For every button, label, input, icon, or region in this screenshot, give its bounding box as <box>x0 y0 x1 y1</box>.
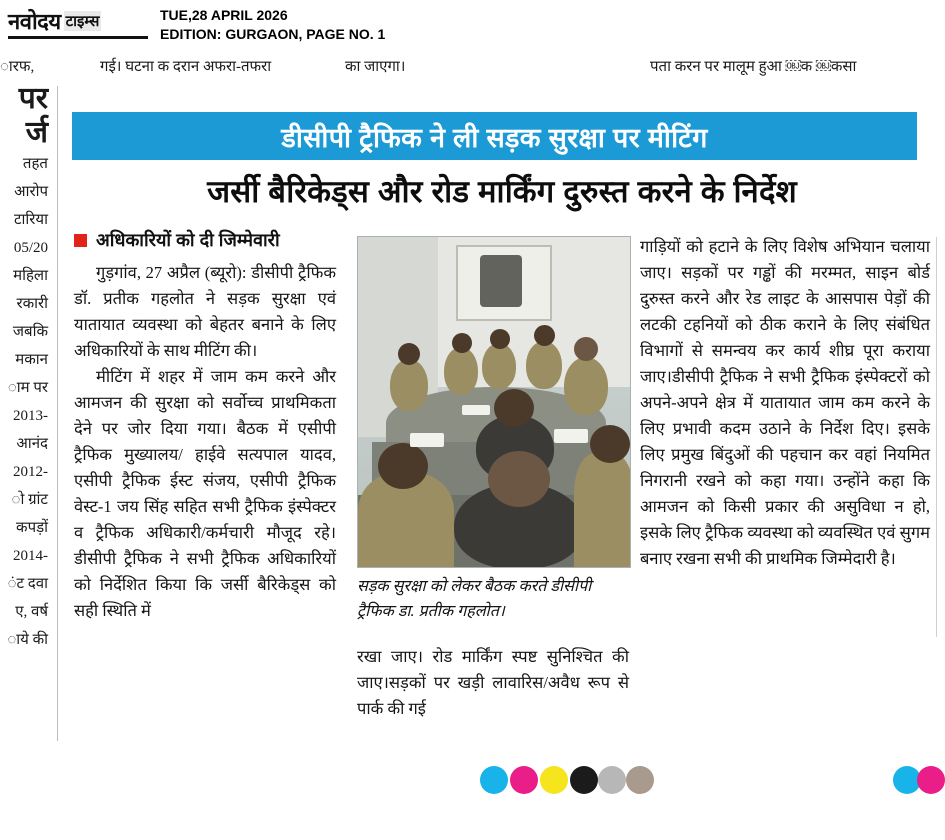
article-column-1 <box>74 260 336 624</box>
left-fragment-line: 05/20 <box>13 240 48 256</box>
photo-person-head <box>398 343 420 365</box>
bullet-square-icon <box>74 234 87 247</box>
photo-person <box>526 341 562 389</box>
left-fragment-line: कपड़ों <box>16 520 48 536</box>
photo-document <box>462 405 490 415</box>
magenta-dot-right <box>917 766 945 794</box>
left-gutter-fragment-column <box>0 82 52 742</box>
article-column-3 <box>640 234 930 572</box>
strip-fragment-1: ारफ, <box>0 59 35 75</box>
photo-person-foreground <box>574 453 631 567</box>
photo-person-head <box>378 443 428 489</box>
masthead-meta <box>160 6 385 44</box>
black-dot <box>570 766 598 794</box>
photo-person-head <box>488 451 550 507</box>
photo-person-head <box>590 425 630 463</box>
strip-fragment-4: पता करन पर मालूम हुआ ￼क ￼कसा <box>650 59 857 75</box>
publication-logo <box>8 6 148 36</box>
left-fragment-line: ाये की <box>7 632 48 648</box>
article-subhead <box>74 228 344 252</box>
left-fragment-line: रकारी <box>16 296 48 312</box>
warm-gray-dot <box>626 766 654 794</box>
cyan-dot <box>480 766 508 794</box>
article-headline: जर्सी बैरिकेड्स और रोड मार्किंग दुरुस्त करने के निर्देश <box>207 174 797 209</box>
column-divider-left <box>57 86 58 741</box>
photo-person-head <box>490 329 510 349</box>
photo-person <box>482 343 516 389</box>
photo-document <box>554 429 588 443</box>
article-kicker-banner <box>72 112 917 160</box>
photo-person-head <box>494 389 534 427</box>
masthead <box>0 0 945 53</box>
logo-secondary-text: टाइम्स <box>65 13 100 30</box>
photo-person-head <box>574 337 598 361</box>
issue-date: TUE,28 APRIL 2026 <box>160 7 288 23</box>
photo-document <box>410 433 444 447</box>
photo-person <box>390 359 428 411</box>
left-fragment-line: ाम पर <box>7 380 48 396</box>
left-fragment-line: मकान <box>15 352 48 368</box>
strip-fragment-3: का जाएगा। <box>345 59 406 75</box>
photo-person <box>444 347 478 395</box>
article-paragraph: गाड़ियों को हटाने के लिए विशेष अभियान चलाया जाए। सड़कों पर गड्ढों की मरम्मत, साइन बोर्ड दुरुस्त करने और रेड लाइट के आसपास पेड़ों की लटकी टहनियों को ठीक कराने के लिए संबंधित विभागों से समन्वय कर कार्य शीघ्र पूरा कराया जाए।डीसीपी ट्रैफिक ने सभी ट्रैफिक इंस्पेक्टरों को अपने-अपने क्षेत्र में यातायात जाम कम करने के लिए प्रभावी कदम उठाने के निर्देश दिए। इसके लिए प्रमुख बिंदुओं की पहचान कर वहां नियमित निगरानी रखने को कहा गया। उन्होंने कहा कि आमजन को किसी प्रकार की असुविधा न हो, इसके लिए ट्रैफिक व्यवस्था को व्यवस्थित एवं सुगम बनाए रखना सभी की प्राथमिक जिम्मेदारी है। <box>640 237 930 568</box>
left-fragment-line: आनंद <box>16 436 48 452</box>
article-photo <box>357 236 631 568</box>
photo-emblem <box>480 255 522 307</box>
logo-hindi-text: नवोदय <box>8 9 61 34</box>
magenta-dot <box>510 766 538 794</box>
yellow-dot <box>540 766 568 794</box>
photo-caption: सड़क सुरक्षा को लेकर बैठक करते डीसीपी ट्रैफिक डा. प्रतीक गहलोत। <box>357 578 592 620</box>
color-registration-bar <box>0 752 945 840</box>
article-column-2 <box>357 644 629 722</box>
issue-edition: EDITION: GURGAON, PAGE NO. 1 <box>160 26 386 42</box>
left-fragment-line: महिला <box>13 268 48 284</box>
gray-dot <box>598 766 626 794</box>
left-fragment-line: टारिया <box>13 212 48 228</box>
newspaper-page <box>0 52 945 752</box>
left-fragment-line: तहत <box>22 156 48 172</box>
left-fragment-line: ो ग्रांट <box>11 492 48 508</box>
left-fragment-line: जबकि <box>12 324 48 340</box>
photo-person-head <box>452 333 472 353</box>
adjacent-article-strip <box>0 52 945 82</box>
left-fragment-big-1: पर <box>18 82 48 115</box>
article-subhead-text: अधिकारियों को दी जिम्मेवारी <box>96 230 280 250</box>
strip-fragment-2: गई। घटना क दरान अफरा-तफरा <box>100 59 272 75</box>
column-divider-right <box>936 237 945 637</box>
logo-underline <box>8 36 148 39</box>
article-paragraph: मीटिंग में शहर में जाम कम करने और आमजन की सुरक्षा को सर्वोच्च प्राथमिकता देने पर जोर दिया गया। बैठक में एसीपी ट्रैफिक मुख्यालय/ हाईवे सत्यपाल यादव, एसीपी ट्रैफिक ईस्ट संजय, एसीपी ट्रैफिक वेस्ट-1 जय सिंह सहित सभी ट्रैफिक इंस्पेक्टर व ट्रैफिक अधिकारी/कर्मचारी मौजूद रहे। डीसीपी ट्रैफिक ने सभी ट्रैफिक अधिकारियों को निर्देशित किया कि जर्सी बैरिकेड्स को सही स्थिति में <box>74 367 336 620</box>
left-fragment-line: 2013- <box>13 408 48 424</box>
article-paragraph: गुड़गांव, 27 अप्रैल (ब्यूरो): डीसीपी ट्रैफिक डॉ. प्रतीक गहलोत ने सड़क सुरक्षा एवं यातायात व्यवस्था को बेहतर बनाने के लिए अधिकारियों के साथ मीटिंग की। <box>74 263 336 360</box>
left-fragment-line: ए, वर्ष <box>15 604 48 620</box>
article-kicker-text: डीसीपी ट्रैफिक ने ली सड़क सुरक्षा पर मीटिंग <box>281 122 708 153</box>
left-fragment-line: 2012- <box>13 464 48 480</box>
left-fragment-line: आरोप <box>14 184 48 200</box>
left-fragment-line: 2014- <box>13 548 48 564</box>
article-paragraph: रखा जाए। रोड मार्किंग स्पष्ट सुनिश्चित की जाए।सड़कों पर खड़ी लावारिस/अवैध रूप से पार्क की गई <box>357 647 629 718</box>
photo-person <box>564 357 608 415</box>
left-fragment-big-2: र्ज <box>25 116 48 149</box>
photo-person-head <box>534 325 555 346</box>
left-fragment-line: ंट दवा <box>7 576 48 592</box>
